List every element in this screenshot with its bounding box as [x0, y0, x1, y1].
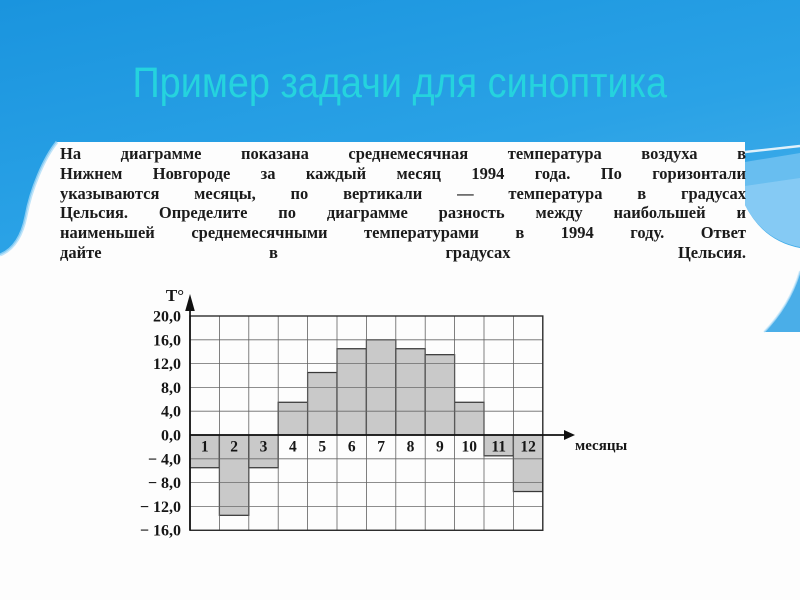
y-tick-label: 20,0 [153, 308, 181, 326]
problem-line: дайте в градусах Цельсия. [60, 242, 746, 262]
y-tick-label: − 16,0 [139, 522, 181, 540]
problem-line: указываются месяцы, по вертикали — температура в градусах [60, 183, 746, 203]
month-label: 4 [289, 438, 297, 456]
y-tick-label: − 12,0 [139, 498, 181, 516]
month-label: 1 [200, 438, 209, 456]
chart-bar-month-9 [425, 355, 454, 435]
month-label: 11 [491, 438, 507, 456]
problem-line: наименьшей среднемесячными температурами в 1994 году. Ответ [60, 223, 746, 243]
x-axis-arrow [564, 430, 575, 440]
temperature-chart [85, 275, 685, 560]
problem-line: Цельсия. Определите по диаграмме разность между наибольшей и [60, 203, 746, 223]
slide-title-text: Пример задачи для синоптика [132, 59, 668, 107]
month-label: 2 [230, 438, 238, 456]
chart-bar-month-8 [396, 349, 425, 435]
month-label: 10 [461, 438, 478, 456]
chart-svg [85, 275, 685, 560]
y-tick-label: 4,0 [161, 403, 181, 421]
chart-bar-month-4 [278, 402, 307, 435]
month-label: 6 [347, 438, 356, 456]
y-tick-label: 12,0 [153, 356, 181, 374]
y-tick-label: 8,0 [161, 379, 181, 397]
chart-bar-month-5 [308, 373, 337, 435]
y-tick-label: 0,0 [161, 427, 181, 445]
month-label: 12 [520, 438, 536, 456]
y-tick-label: − 8,0 [147, 475, 181, 493]
slide-title [0, 54, 800, 112]
problem-text [60, 144, 746, 263]
chart-bar-month-6 [337, 349, 366, 435]
month-label: 8 [406, 438, 415, 456]
month-label: 7 [377, 438, 385, 456]
y-tick-label: − 4,0 [147, 451, 181, 469]
corner-streak [745, 146, 800, 152]
y-axis-arrow [185, 294, 195, 311]
problem-line: Нижнем Новгороде за каждый месяц 1994 года. По горизонтали [60, 163, 746, 183]
problem-line: На диаграмме показана среднемесячная температура воздуха в [60, 144, 746, 163]
month-label: 5 [318, 438, 327, 456]
month-label: 3 [259, 438, 268, 456]
month-label: 9 [436, 438, 444, 456]
x-axis-title: месяцы [575, 438, 628, 454]
y-axis-title: T° [165, 286, 184, 305]
y-tick-label: 16,0 [153, 332, 181, 350]
chart-bar-month-10 [455, 402, 484, 435]
